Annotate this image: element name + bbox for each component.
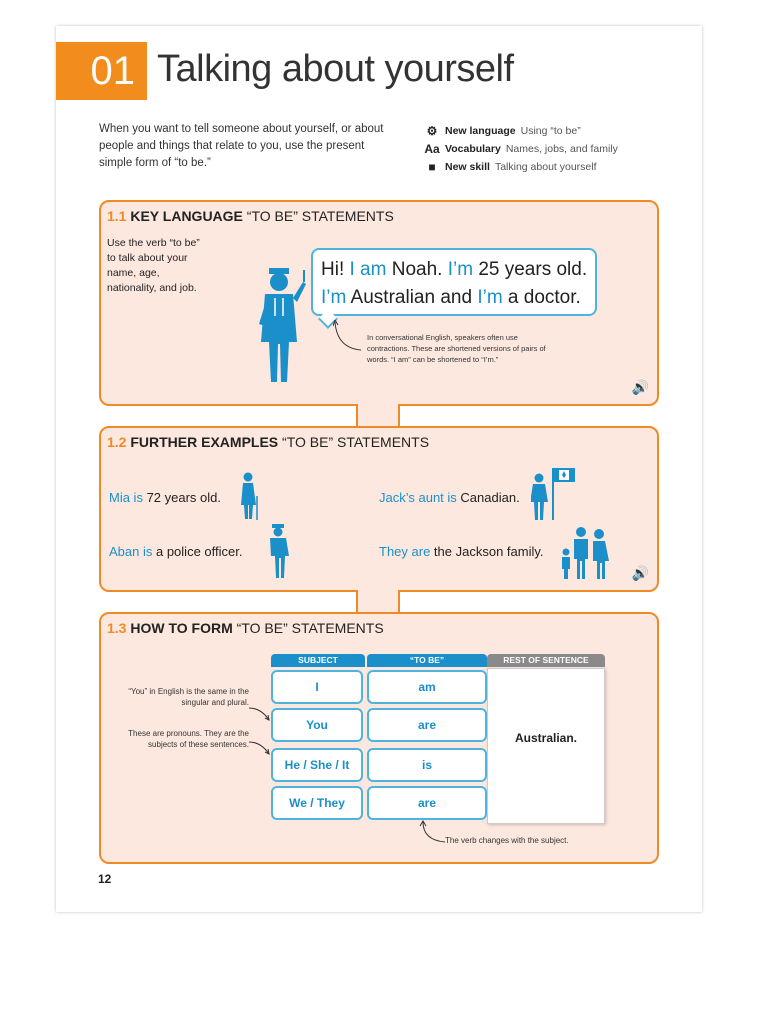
panel-connector	[356, 404, 400, 428]
meta-row-vocabulary	[424, 140, 618, 158]
meta-label: New skill	[445, 161, 490, 173]
intro-text: When you want to tell someone about yourself, or about people and things that relate to you, use the present simple form of “to be.”	[99, 123, 384, 169]
example-jacks-aunt: Jack’s aunt is Canadian.	[379, 490, 520, 505]
rest-column	[487, 668, 605, 824]
bubble-line-2: I’m Australian and I’m a doctor.	[321, 287, 581, 308]
header-rest-of-sentence: REST OF SENTENCE	[487, 654, 605, 667]
meta-value: Names, jobs, and family	[505, 143, 618, 155]
note-pronouns: These are pronouns. They are the subjects of these sentences.	[128, 729, 249, 749]
book-page	[56, 26, 702, 912]
note-verb-changes: The verb changes with the subject.	[445, 836, 569, 845]
police-officer-icon	[267, 524, 289, 578]
example-they: They are the Jackson family.	[379, 544, 544, 559]
panel-connector	[356, 590, 400, 614]
verb-cell: are	[367, 786, 487, 820]
example-aban: Aban is a police officer.	[109, 544, 243, 559]
annotation-arrow	[333, 320, 363, 354]
verb-cell: is	[367, 748, 487, 782]
subject-cell: You	[271, 708, 363, 742]
meta-row-new-skill	[424, 158, 618, 176]
example-mia: Mia is 72 years old.	[109, 490, 221, 505]
section-heading: 1.1 KEY LANGUAGE “TO BE” STATEMENTS	[107, 208, 394, 224]
header-subject: SUBJECT	[271, 654, 365, 667]
section-heading: 1.2 FURTHER EXAMPLES “TO BE” STATEMENTS	[107, 434, 430, 450]
contraction-annotation: In conversational English, speakers often use contractions. These are shortened versions of pairs of words. “I am” can be shortened to “I’m.”	[367, 333, 546, 364]
meta-label: New language	[445, 125, 516, 137]
section-key-language	[99, 200, 659, 406]
section-further-examples	[99, 426, 659, 592]
section-description: Use the verb “to be” to talk about your name, age, nationality, and job.	[107, 237, 200, 294]
meta-box	[424, 122, 618, 176]
page-title: Talking about yourself	[157, 48, 514, 90]
subject-cell: I	[271, 670, 363, 704]
speech-bubble	[311, 248, 597, 316]
meta-label: Vocabulary	[445, 143, 501, 155]
family-icon	[561, 524, 613, 580]
page-number: 12	[98, 872, 112, 886]
header-to-be: “TO BE”	[367, 654, 487, 667]
verb-cell: are	[367, 708, 487, 742]
audio-speaker-icon[interactable]: 🔊	[631, 565, 649, 581]
rest-cell: Australian.	[514, 731, 577, 745]
verb-note-arrow	[419, 820, 447, 846]
unit-number: 01	[56, 42, 147, 100]
section-how-to-form	[99, 612, 659, 864]
meta-value: Using “to be”	[520, 125, 581, 137]
doctor-icon	[251, 268, 311, 386]
bubble-line-1: Hi! I am Noah. I’m 25 years old.	[321, 259, 588, 280]
subject-cell: We / They	[271, 786, 363, 820]
meta-value: Talking about yourself	[494, 161, 597, 173]
vocabulary-aa-icon: Aa	[424, 142, 440, 156]
meta-row-new-language	[424, 122, 618, 140]
section-heading: 1.3 HOW TO FORM “TO BE” STATEMENTS	[107, 620, 384, 636]
audio-speaker-icon[interactable]: 🔊	[631, 379, 649, 395]
puzzle-piece-icon: ■	[428, 160, 436, 174]
verb-cell: am	[367, 670, 487, 704]
elderly-woman-icon	[239, 472, 259, 520]
gears-icon: ⚙	[426, 124, 438, 138]
woman-with-canadian-flag-icon	[531, 466, 577, 522]
subject-cell: He / She / It	[271, 748, 363, 782]
note-arrows	[249, 694, 273, 774]
note-you: “You” in English is the same in the singular and plural.	[128, 687, 249, 707]
